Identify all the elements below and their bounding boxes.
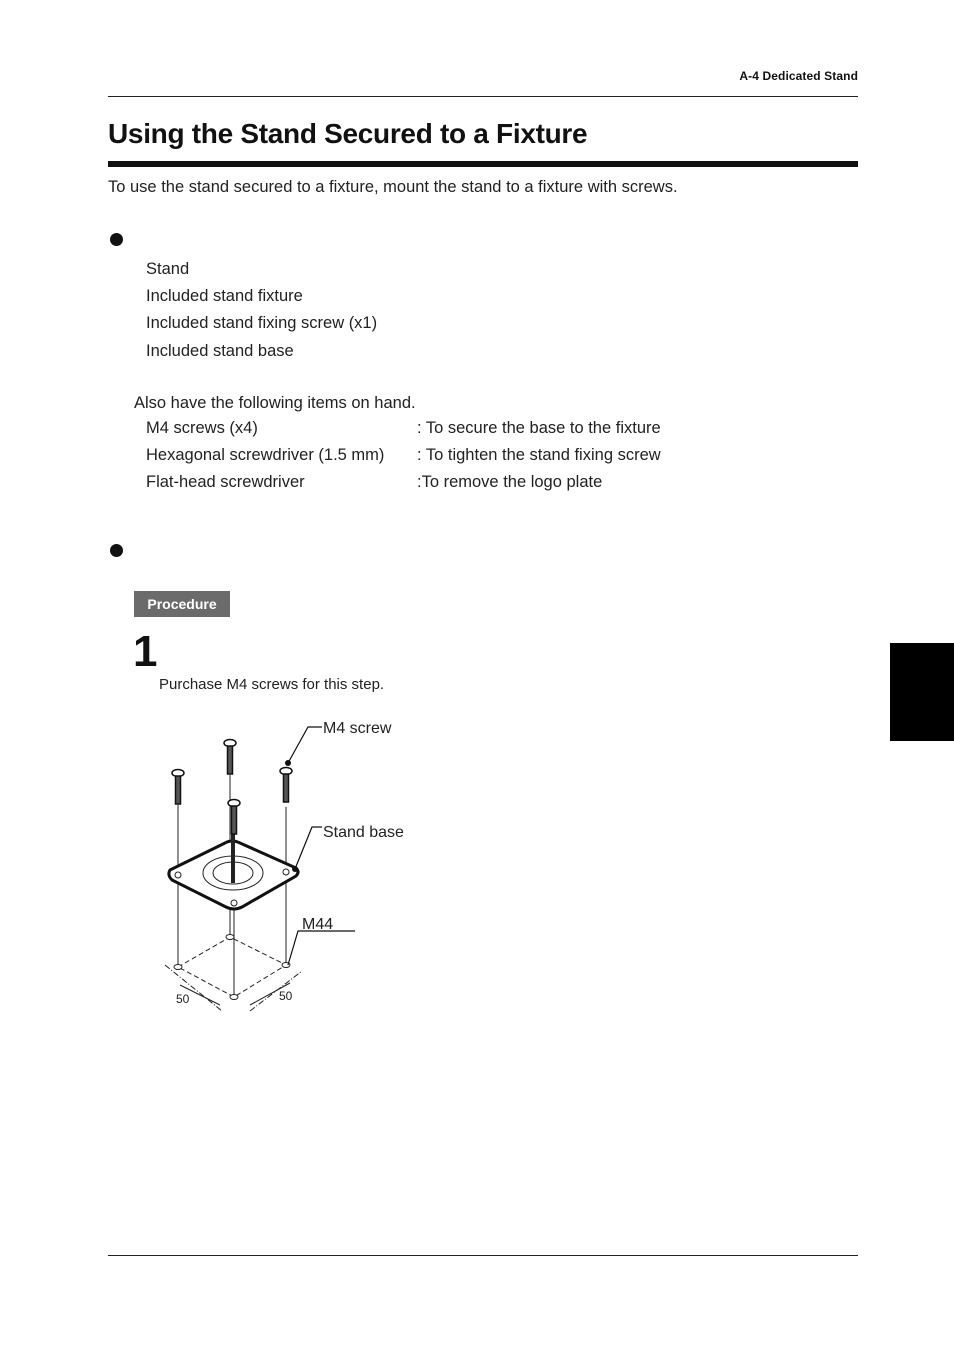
section-label: A-4 Dedicated Stand: [739, 69, 858, 83]
tool-name: Flat-head screwdriver: [146, 473, 305, 491]
on-hand-intro: Also have the following items on hand.: [134, 394, 416, 412]
dim-right: 50: [279, 989, 293, 1003]
dim-left: 50: [176, 992, 190, 1006]
included-item: Stand: [146, 260, 190, 278]
tool-purpose: : To secure the base to the fixture: [417, 419, 661, 437]
bullet-icon: [110, 233, 123, 246]
tool-purpose: : To tighten the stand fixing screw: [417, 446, 661, 464]
m4-screws: [172, 740, 292, 835]
chapter-tab: [890, 643, 954, 741]
footer-rule: [108, 1255, 858, 1256]
included-item: Included stand fixing screw (x1): [146, 314, 378, 332]
procedure-badge: Procedure: [134, 591, 230, 617]
tool-name: Hexagonal screwdriver (1.5 mm): [146, 446, 385, 464]
tool-purpose: :To remove the logo plate: [417, 473, 603, 491]
label-m44: M44: [302, 916, 334, 933]
bullet-icon: [110, 544, 123, 557]
label-stand-base: Stand base: [323, 824, 404, 841]
step-note: Purchase M4 screws for this step.: [159, 676, 385, 693]
included-item: Included stand base: [146, 342, 294, 360]
label-m4-screw: M4 screw: [323, 720, 392, 737]
step-number: 1: [133, 627, 158, 676]
included-item: Included stand fixture: [146, 287, 303, 305]
stand-base-plate: [169, 825, 298, 909]
intro-text: To use the stand secured to a fixture, mount the stand to a fixture with screws.: [108, 178, 678, 196]
header-rule: [108, 96, 858, 97]
tool-name: M4 screws (x4): [146, 419, 258, 437]
stand-base-diagram: [150, 715, 430, 1035]
title-rule: [108, 161, 858, 167]
page-title: Using the Stand Secured to a Fixture: [108, 118, 588, 149]
